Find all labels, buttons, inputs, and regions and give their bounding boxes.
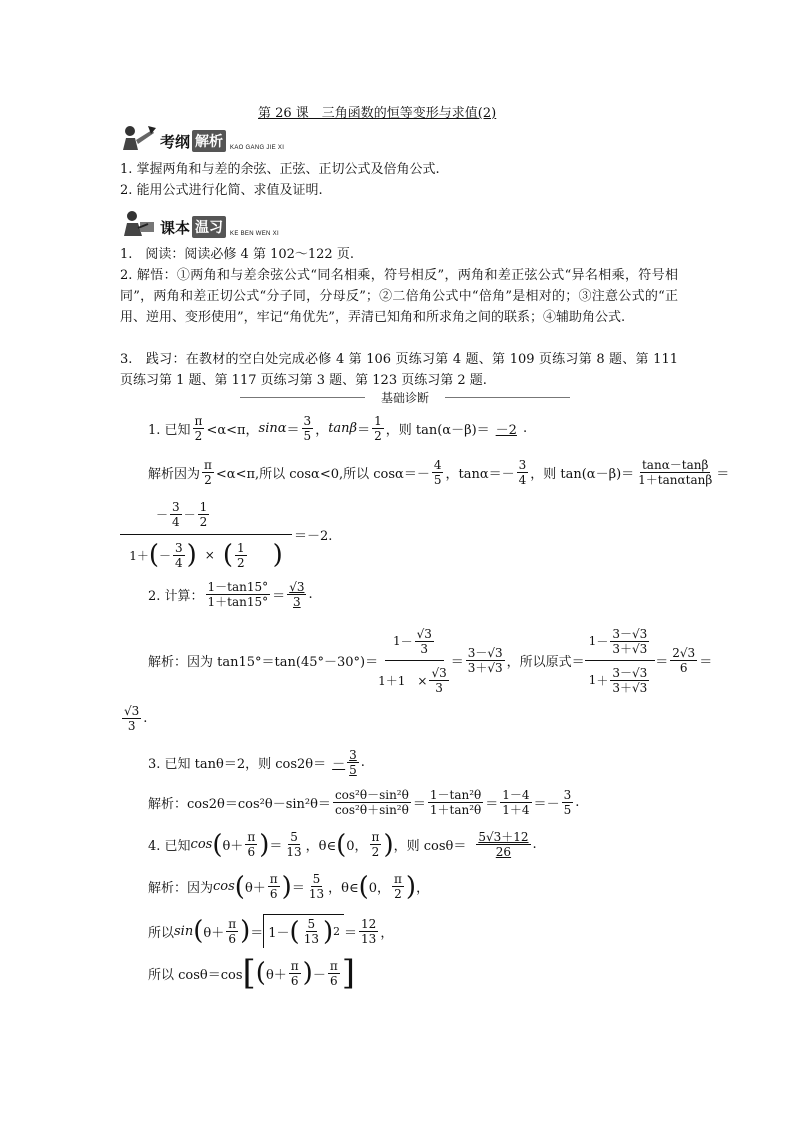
solution-2 bbox=[148, 622, 712, 699]
aim-item: 1. 掌握两角和与差的余弦、正弦、正切公式及倍角公式. bbox=[120, 162, 440, 177]
fraction-root3-over-3: $\frac{√3}{3}$ bbox=[416, 626, 432, 656]
solution-2-tail bbox=[120, 704, 147, 733]
paren-open: ( bbox=[255, 958, 266, 988]
fraction-tan15: $\frac{1-\tan 15^\circ}{1+\tan 15^\circ}$ bbox=[207, 580, 269, 609]
fraction-tan-squared: $\frac{\text{1－tan²θ}}{\text{1＋tan²θ}}$ bbox=[429, 788, 482, 817]
theta-in: ，θ∈ bbox=[328, 881, 359, 896]
fraction-3-over-4: $\frac{3}{4}$ bbox=[172, 499, 180, 529]
equals-sign: ＝ bbox=[412, 797, 426, 812]
q4-ask: ，则 cosθ＝ bbox=[393, 839, 467, 854]
square-root bbox=[263, 914, 344, 948]
q1-ask: ，则 tan(α－β)＝ bbox=[385, 423, 490, 438]
period: . bbox=[532, 837, 537, 852]
fraction-pi-over-6: $\frac{\pi}{6}$ bbox=[247, 830, 256, 859]
period: . bbox=[308, 587, 313, 602]
solution-1-big-fraction bbox=[120, 494, 332, 575]
theta-plus: θ＋ bbox=[222, 839, 244, 854]
cos-label: cos bbox=[190, 837, 213, 852]
fraction-pi-over-6: $\frac{\pi}{6}$ bbox=[290, 958, 299, 988]
fraction-pi-over-6: $\frac{\pi}{6}$ bbox=[228, 916, 237, 946]
fraction-5-over-13: $\frac{5}{13}$ bbox=[286, 830, 302, 859]
q2-answer: $\frac{√3}{3}$ bbox=[289, 580, 305, 609]
minus-sign: － bbox=[332, 757, 346, 772]
exponent: 2 bbox=[333, 925, 341, 938]
big-frac-denominator bbox=[129, 535, 283, 575]
period: . bbox=[575, 795, 580, 810]
fraction-4-over-5: $\frac{4}{5}$ bbox=[433, 458, 442, 487]
fraction-3minus-over-3plus: $\frac{3-√3}{3+√3}$ bbox=[612, 665, 648, 695]
one-minus: 1－ bbox=[268, 926, 290, 941]
fraction-2root3-over-6: $\frac{2√3}{6}$ bbox=[672, 646, 696, 675]
banner-word-b: 温习 bbox=[192, 216, 226, 238]
s2-den-prefix: 1＋1 × bbox=[378, 673, 428, 688]
question-4 bbox=[148, 830, 537, 859]
aim-item: 2. 能用公式进行化简、求值及证明. bbox=[120, 183, 323, 198]
solution-3 bbox=[148, 788, 579, 817]
one: 1 bbox=[588, 673, 597, 687]
s1-text-a: 解析因为 bbox=[148, 467, 201, 482]
paren-open: ( bbox=[289, 916, 300, 947]
s1-text-b: <α<π,所以 cosα<0,所以 cosα＝－ bbox=[215, 467, 430, 482]
minus-sign: － bbox=[156, 507, 169, 522]
theta-plus: θ＋ bbox=[265, 967, 287, 983]
fraction-pi-over-2: $\frac{\pi}{2}$ bbox=[394, 872, 402, 901]
times-sign: × bbox=[204, 548, 215, 562]
solution-4-line-2: 所以 sin ( θ＋ $\frac{\pi}{6}$ ) ＝ 1－ ( $\frac{5}{13}$ ) 2 ＝ $\frac{12}{13}$ ， bbox=[148, 916, 394, 947]
paren-open: ( bbox=[193, 916, 204, 946]
section-divider bbox=[240, 390, 570, 404]
s2-text-mid: ，所以原式＝ bbox=[506, 655, 585, 670]
paren-open: ( bbox=[148, 540, 159, 570]
s2-cf-numerator: 1 － $\frac{√3}{3}$ bbox=[385, 622, 444, 661]
q1-prefix: 1. 已知 bbox=[148, 423, 191, 438]
fraction-root3-over-3: $\frac{√3}{3}$ bbox=[431, 665, 447, 695]
paren-close: ) bbox=[383, 829, 394, 860]
equals-sign: ＝ bbox=[716, 467, 730, 482]
paren-open: ( bbox=[234, 871, 245, 902]
divider-line-right bbox=[445, 397, 570, 398]
question-1: 1. 已知 $\frac{\pi}{2}$ <α<π， sinα ＝ $\frac{3}{5}$ ， tanβ ＝ $\frac{1}{2}$ ，则 tan(α－β)＝ －2 . bbox=[148, 414, 528, 443]
q2-prefix: 2. 计算： bbox=[148, 589, 204, 604]
banner-pinyin: KAO GANG JIE XI bbox=[230, 145, 285, 151]
s1-result: ＝－2. bbox=[294, 529, 333, 544]
student-writing-icon bbox=[118, 208, 158, 238]
solution-1-line-1 bbox=[148, 458, 729, 487]
s2-complex-fraction bbox=[378, 622, 451, 699]
one: 1 bbox=[588, 634, 597, 648]
paren-open: ( bbox=[222, 540, 234, 570]
s4-text-c: 所以 cosθ＝cos bbox=[148, 967, 243, 983]
equals-sign: ＝ bbox=[344, 925, 358, 941]
s2-original-fraction bbox=[585, 622, 656, 699]
period: . bbox=[360, 755, 365, 770]
banner-word-a: 课本 bbox=[160, 219, 191, 237]
paren-close: ) bbox=[405, 871, 417, 902]
fraction-root3-over-3: $\frac{√3}{3}$ bbox=[124, 704, 140, 733]
minus-sign: － bbox=[183, 507, 196, 522]
s1-text-c: ，tanα＝－ bbox=[445, 467, 515, 482]
solution-4-line-1: 解析：因为 cos ( θ＋ $\frac{\pi}{6}$ ) ＝ $\frac{5}{13}$ ，θ∈ ( 0， $\frac{\pi}{2}$ ) ， bbox=[148, 871, 430, 902]
fraction-3-over-4: $\frac{3}{4}$ bbox=[175, 540, 183, 570]
paren-close: ) bbox=[240, 916, 251, 946]
s1-text-d: ，则 tan(α－β)＝ bbox=[530, 467, 635, 482]
period: . bbox=[143, 711, 148, 726]
student-reading-icon bbox=[118, 122, 158, 152]
equals-sign: ＝ bbox=[450, 655, 464, 670]
fraction-3-over-5: $\frac{3}{5}$ bbox=[303, 414, 312, 443]
s3-text-a: 解析：cos2θ＝cos²θ－sin²θ＝ bbox=[148, 797, 331, 812]
review-item-practice: 3. 践习：在教材的空白处完成必修 4 第 106 页练习第 4 题、第 109 页练习第 8 题、第 111 页练习第 1 题、第 117 页练习第 3 题、第 123 页练习第 2 题. bbox=[120, 352, 678, 388]
theta-plus: θ＋ bbox=[203, 925, 225, 941]
s4-text-b: 所以 bbox=[148, 925, 175, 941]
paren-close: ) bbox=[322, 916, 334, 947]
equals-sign: ＝ bbox=[699, 655, 713, 670]
equals-sign: ＝ bbox=[269, 839, 283, 854]
equals-sign: ＝ bbox=[485, 797, 499, 812]
fraction-cos-sin: $\frac{\text{cos²θ－sin²θ}}{\text{cos²θ＋sin²θ}}$ bbox=[334, 788, 409, 817]
paren-close: ) bbox=[259, 829, 270, 860]
zero: 0， bbox=[368, 881, 391, 896]
fraction-1-over-2: $\frac{1}{2}$ bbox=[199, 499, 208, 529]
equals-sign: ＝ bbox=[357, 423, 371, 438]
q1-range: <α<π， bbox=[206, 423, 259, 438]
divider-line-left bbox=[240, 397, 365, 398]
minus-sign: － bbox=[158, 548, 171, 563]
review-item-reading: 1. 阅读：阅读必修 4 第 102～122 页. bbox=[120, 247, 354, 262]
fraction-pi-over-2: $\frac{\pi}{2}$ bbox=[204, 458, 212, 487]
equals-sign: ＝ bbox=[272, 589, 286, 604]
banner-pinyin: KE BEN WEN XI bbox=[230, 231, 279, 237]
fraction-numeric: $\frac{1-4}{1+4}$ bbox=[502, 788, 530, 817]
one-plus: 1＋ bbox=[129, 548, 149, 563]
s2-cf-denominator bbox=[378, 661, 451, 699]
equals-sign: ＝ bbox=[286, 423, 300, 438]
paren-close: ) bbox=[281, 871, 292, 902]
fraction-3minus-over-3plus: $\frac{3-√3}{3+√3}$ bbox=[467, 646, 503, 675]
bracket-open: [ bbox=[242, 953, 256, 993]
question-2 bbox=[148, 580, 313, 609]
paren-close: ) bbox=[302, 958, 313, 988]
fraction-3minus-over-3plus: $\frac{3-√3}{3+√3}$ bbox=[612, 626, 648, 656]
paren-close: ) bbox=[186, 540, 197, 570]
fraction-3-over-5: $\frac{3}{5}$ bbox=[563, 788, 572, 817]
paren-open: ( bbox=[336, 829, 347, 860]
theta-in: ，θ∈ bbox=[305, 839, 337, 854]
equals-sign: ＝ bbox=[655, 655, 669, 670]
fraction-5-over-13: $\frac{5}{13}$ bbox=[303, 917, 319, 946]
bracket-close: ] bbox=[341, 953, 355, 993]
section-banner-kaogang bbox=[118, 122, 284, 152]
paren-close: ) bbox=[272, 540, 283, 570]
period: . bbox=[522, 421, 528, 436]
question-3 bbox=[148, 748, 365, 777]
fraction-1-over-2: $\frac{1}{2}$ bbox=[237, 540, 245, 570]
q4-prefix: 4. 已知 bbox=[148, 839, 191, 854]
q1-sin-label: sinα bbox=[258, 421, 287, 436]
fraction-pi-over-6: $\frac{\pi}{6}$ bbox=[329, 958, 338, 988]
paren-open: ( bbox=[358, 871, 369, 902]
q1-tan-label: tanβ bbox=[328, 421, 358, 436]
theta-plus: θ＋ bbox=[244, 881, 266, 896]
solution-4-line-3: 所以 cosθ＝cos [ ( θ＋ $\frac{\pi}{6}$ ) － $\frac{\pi}{6}$ ] bbox=[148, 953, 355, 993]
one: 1 bbox=[392, 634, 401, 648]
s2-of-denominator: 1 ＋ $\frac{3-√3}{3+√3}$ bbox=[588, 665, 648, 695]
zero: 0， bbox=[346, 839, 368, 854]
q4-answer: $\frac{5√3+12}{26}$ bbox=[478, 830, 529, 859]
lesson-title: 第 26 课 三角函数的恒等变形与求值(2) bbox=[258, 106, 497, 121]
q3-answer: $\frac{3}{5}$ bbox=[349, 748, 357, 777]
s2-of-numerator: 1 － $\frac{3-√3}{3+√3}$ bbox=[585, 622, 656, 661]
equals-sign: ＝ bbox=[291, 881, 305, 896]
review-item-understanding: 2. 解悟：①两角和与差余弦公式“同名相乘，符号相反”，两角和差正弦公式“异名相乘，符号相同”，两角和差正切公式“分子同，分母反”；②二倍角公式中“倍角”是相对的；③注意公式的“正用、逆用、变形使用”，牢记“角优先”，弄清已知角和所求角之间的联系；④辅助角公式. bbox=[120, 268, 678, 325]
big-frac-numerator bbox=[120, 494, 292, 535]
fraction-5-over-13: $\frac{5}{13}$ bbox=[308, 872, 325, 901]
divider-label: 基础诊断 bbox=[381, 390, 430, 405]
fraction-1-over-2: $\frac{1}{2}$ bbox=[374, 414, 382, 443]
fraction-3-over-4: $\frac{3}{4}$ bbox=[518, 458, 527, 487]
q1-answer: －2 bbox=[495, 423, 517, 438]
fraction-pi-over-2: $\frac{\pi}{2}$ bbox=[194, 414, 203, 443]
fraction-12-over-13: $\frac{12}{13}$ bbox=[361, 916, 377, 946]
s4-text-a: 解析：因为 bbox=[148, 881, 214, 896]
fraction-pi-over-6: $\frac{\pi}{6}$ bbox=[269, 872, 278, 901]
banner-word-a: 考纲 bbox=[160, 133, 191, 151]
paren-open: ( bbox=[212, 829, 223, 860]
equals-sign: ＝ bbox=[533, 797, 547, 812]
s2-text-a: 解析：因为 tan15°＝tan(45°－30°)＝ bbox=[148, 655, 379, 670]
banner-word-b: 解析 bbox=[192, 130, 226, 152]
sin-label: sin bbox=[174, 923, 194, 939]
fraction-pi-over-2: $\frac{\pi}{2}$ bbox=[371, 830, 380, 859]
fraction-tan-difference: $\frac{\tan\alpha-\tan\beta}{1+\tan\alpha\tan\beta}$ bbox=[638, 458, 713, 487]
minus-sign: － bbox=[546, 797, 560, 812]
section-banner-keben bbox=[118, 208, 279, 238]
equals-sign: ＝ bbox=[250, 925, 264, 941]
q3-prefix: 3. 已知 tanθ＝2，则 cos2θ＝ bbox=[148, 757, 327, 772]
cos-label: cos bbox=[213, 879, 235, 894]
